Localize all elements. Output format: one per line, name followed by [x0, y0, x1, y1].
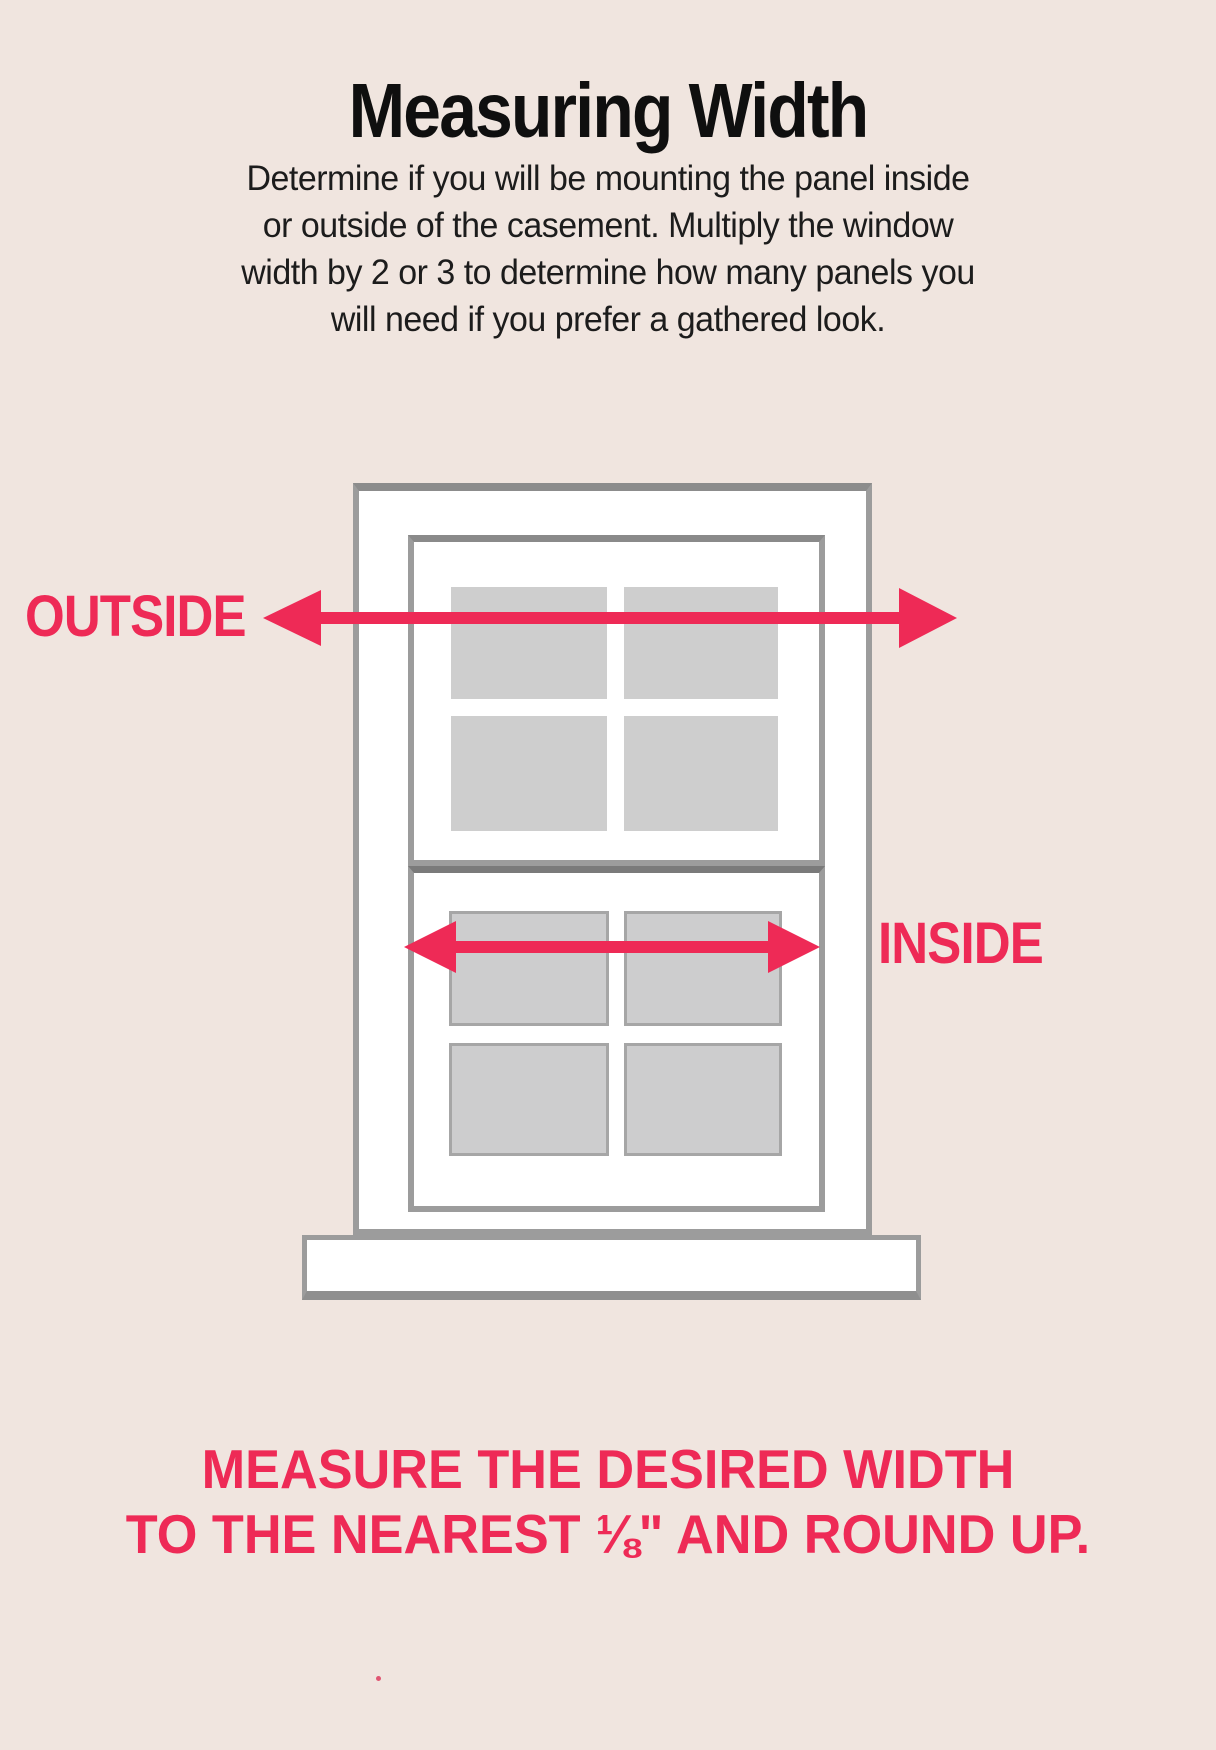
intro-line: or outside of the casement. Multiply the window — [262, 206, 954, 245]
intro-line: Determine if you will be mounting the panel inside — [246, 159, 970, 198]
page-title: Measuring Width — [348, 68, 868, 154]
window-pane — [624, 911, 782, 1026]
window-pane — [624, 587, 778, 699]
arrow-right-icon — [768, 921, 820, 973]
window-pane — [624, 716, 778, 831]
window-pane — [624, 1043, 782, 1156]
window-pane — [451, 716, 607, 831]
window-pane — [449, 911, 609, 1026]
window-pane — [449, 1043, 609, 1156]
intro-line: will need if you prefer a gathered look. — [330, 300, 886, 339]
arrow-left-icon — [263, 590, 321, 646]
window-pane — [451, 587, 607, 699]
arrow-left-icon — [404, 921, 456, 973]
outside-measure-arrow-line — [305, 612, 905, 624]
arrow-right-icon — [899, 588, 957, 648]
inside-measure-arrow-line — [445, 941, 775, 953]
intro-paragraph — [18, 155, 1198, 343]
inside-label: INSIDE — [878, 911, 1043, 976]
outside-label: OUTSIDE — [25, 584, 246, 649]
footer-line: MEASURE THE DESIRED WIDTH — [201, 1438, 1015, 1500]
footer-line: TO THE NEAREST ⅛" AND ROUND UP. — [125, 1503, 1091, 1565]
footer-instruction — [30, 1437, 1185, 1567]
window-sill — [302, 1235, 921, 1300]
intro-line: width by 2 or 3 to determine how many panels you — [241, 253, 975, 292]
stray-dot — [376, 1676, 381, 1681]
